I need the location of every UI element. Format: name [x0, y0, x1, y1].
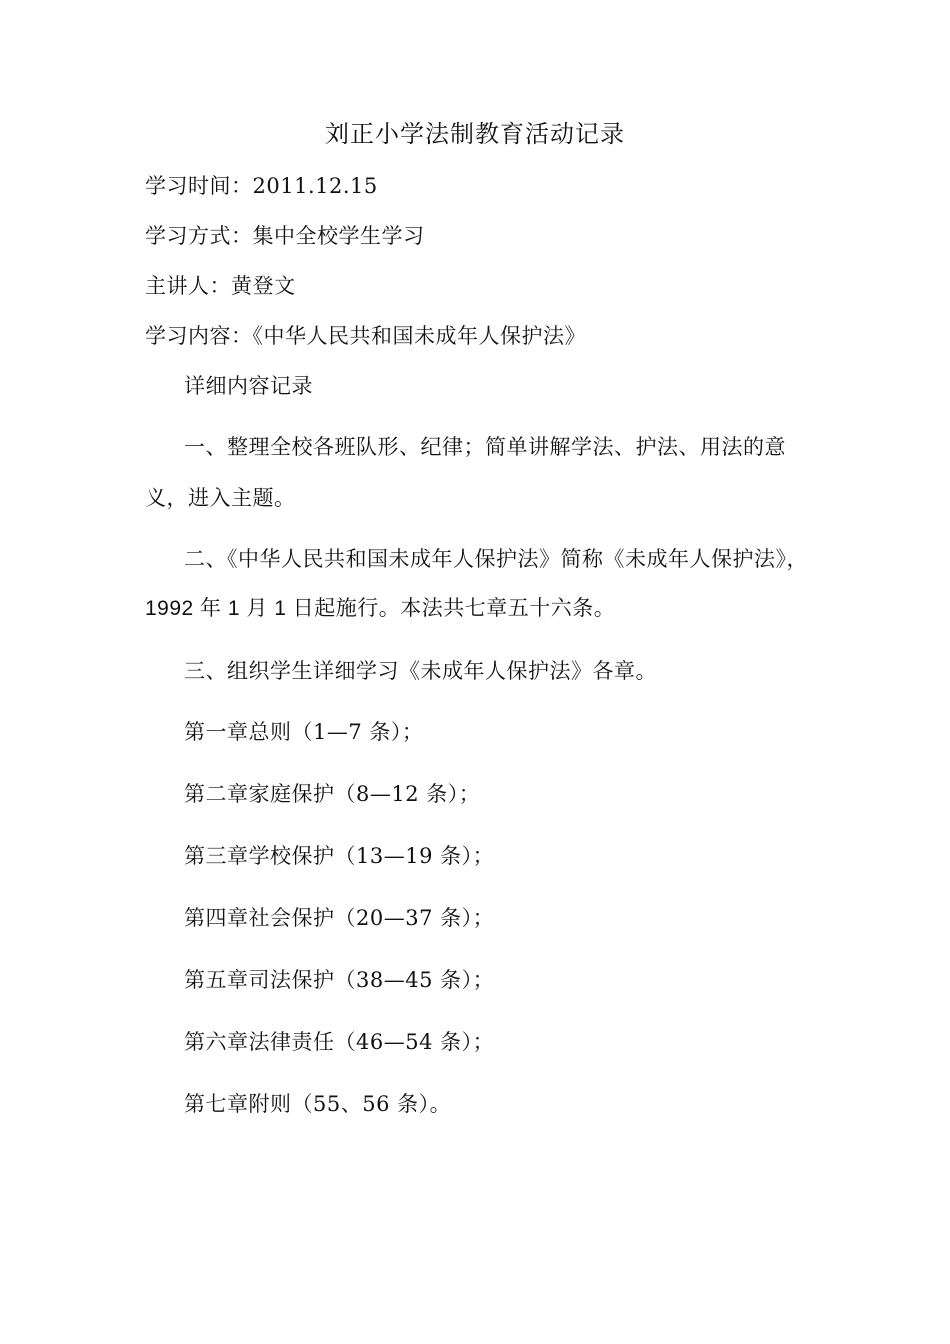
- meta-label: 主讲人：: [145, 274, 231, 298]
- meta-speaker: [145, 272, 296, 300]
- meta-label: 学习方式：: [145, 224, 253, 248]
- chapter-item: 第六章法律责任（46—54 条）；: [184, 1030, 495, 1054]
- chapter-item: 第七章附则（55、56 条）。: [184, 1092, 452, 1116]
- chapter-item: 第四章社会保护（20—37 条）；: [184, 906, 495, 930]
- paragraph-2-line-1: 二、《中华人民共和国未成年人保护法》简称《未成年人保护法》，: [184, 547, 808, 571]
- chapter-item: 第一章总则（1—7 条）；: [184, 720, 424, 744]
- meta-value: 黄登文: [231, 274, 296, 298]
- chapter-item: 第二章家庭保护（8—12 条）；: [184, 782, 481, 806]
- paragraph-1-line-1: 一、整理全校各班队形、纪律；简单讲解学法、护法、用法的意: [184, 435, 786, 459]
- paragraph-1-line-2: 义，进入主题。: [145, 486, 296, 510]
- paragraph-3: 三、组织学生详细学习《未成年人保护法》各章。: [184, 659, 657, 683]
- meta-value: 2011.12.15: [252, 174, 378, 198]
- meta-study-time: [145, 172, 378, 200]
- meta-value: 《中华人民共和国未成年人保护法》: [252, 324, 586, 348]
- paragraph-2-line-2: 1992 年 1 月 1 日起施行。本法共七章五十六条。: [145, 597, 616, 620]
- meta-value: 集中全校学生学习: [252, 224, 425, 248]
- chapter-item: 第五章司法保护（38—45 条）；: [184, 968, 495, 992]
- page-title: 刘正小学法制教育活动记录: [325, 120, 625, 148]
- section-heading: 详细内容记录: [184, 374, 313, 398]
- meta-label: 学习时间：: [145, 174, 253, 198]
- chapter-item: 第三章学校保护（13—19 条）；: [184, 844, 495, 868]
- meta-study-content: [145, 322, 586, 350]
- meta-study-method: [145, 222, 425, 250]
- meta-label: 学习内容：: [145, 324, 253, 348]
